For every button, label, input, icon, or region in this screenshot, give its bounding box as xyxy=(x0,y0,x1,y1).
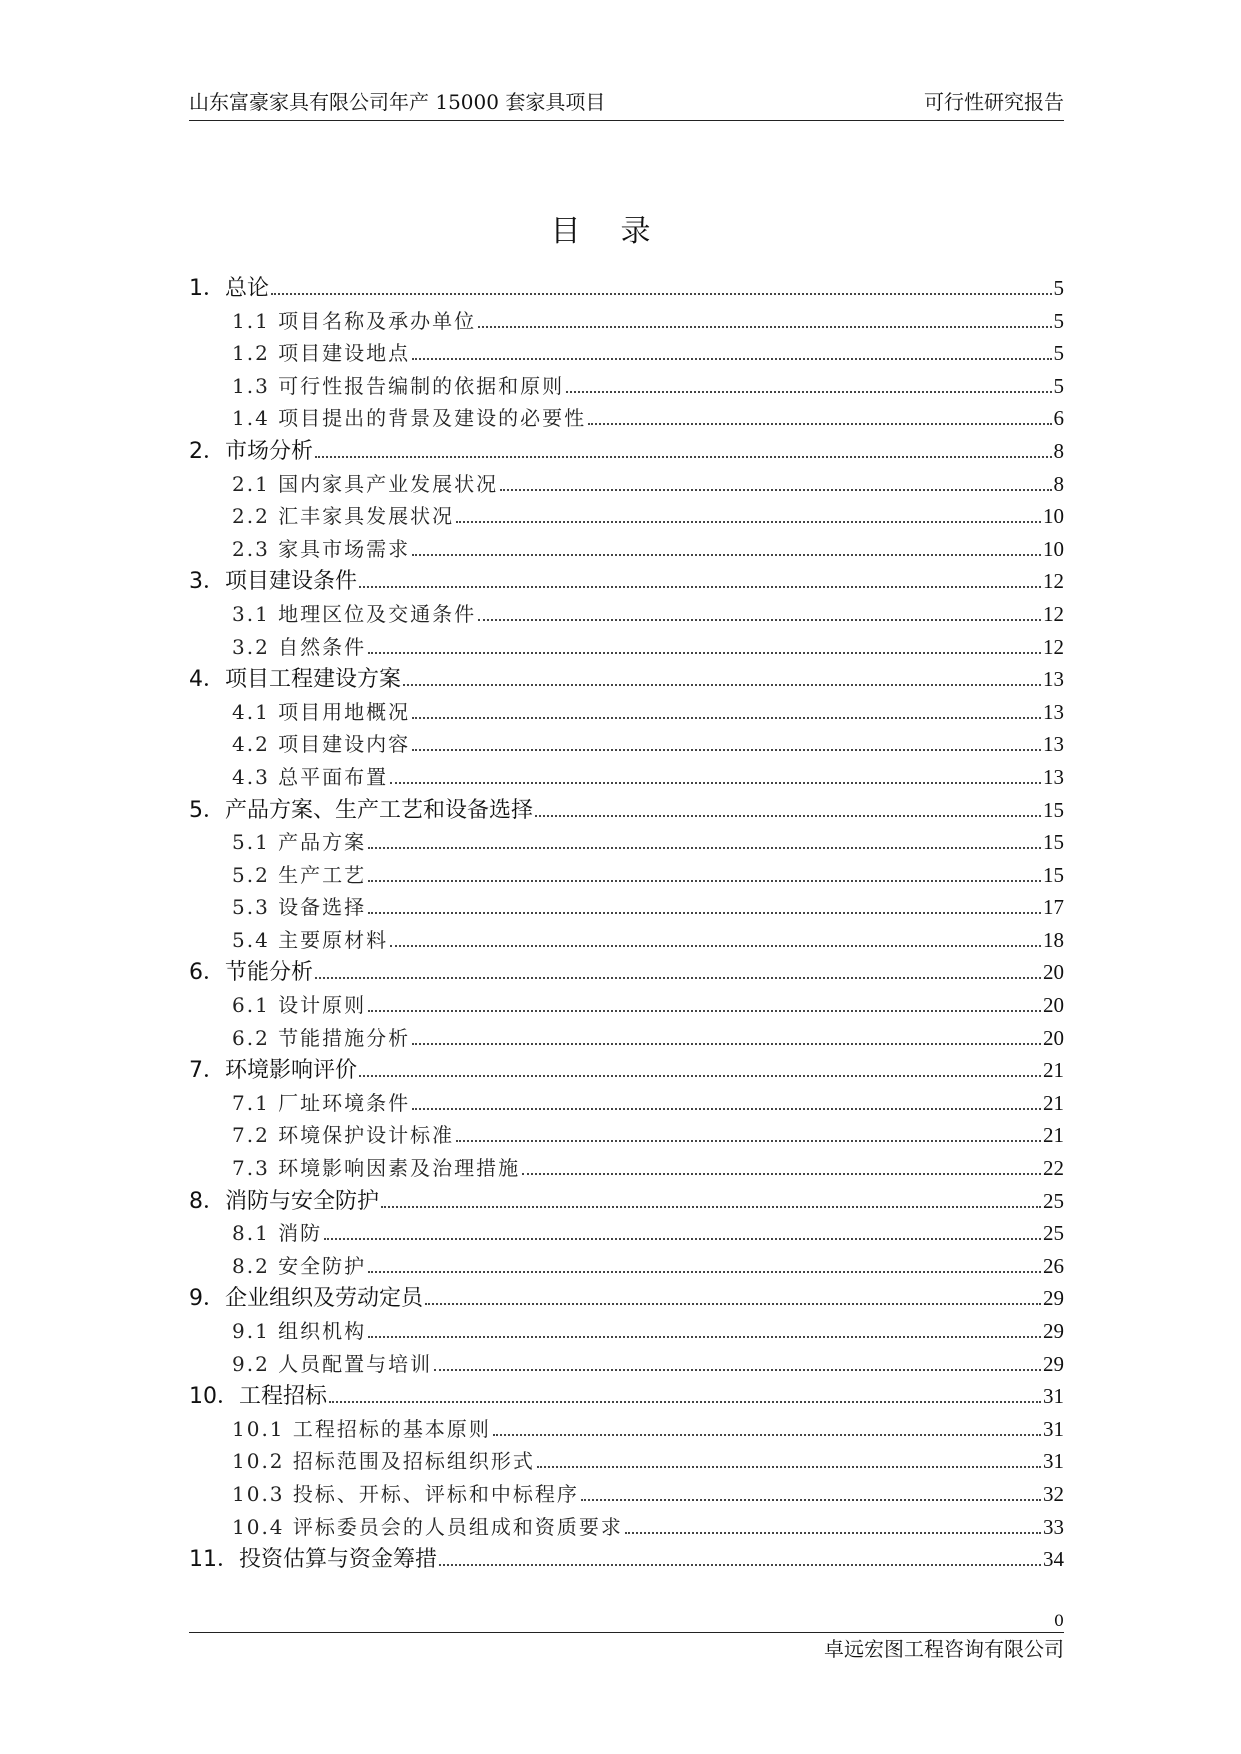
toc-entry-label: 10.2 招标范围及招标组织形式 xyxy=(232,1449,535,1474)
toc-entry-page: 13 xyxy=(1043,667,1064,692)
toc-entry-label: 5.3 设备选择 xyxy=(232,895,367,920)
toc-entry-page: 20 xyxy=(1043,1025,1064,1050)
toc-section-entry[interactable] xyxy=(189,1413,1064,1446)
toc-entry-label: 6.2 节能措施分析 xyxy=(232,1025,411,1050)
toc-entry-label: 4.1 项目用地概况 xyxy=(232,699,411,724)
toc-entry-page: 25 xyxy=(1043,1221,1064,1246)
toc-section-entry[interactable] xyxy=(189,337,1064,370)
toc-leader-dots xyxy=(425,1303,1041,1305)
toc-leader-dots xyxy=(478,326,1051,328)
toc-leader-dots xyxy=(368,880,1041,882)
header-report-type: 可行性研究报告 xyxy=(924,90,1064,114)
toc-entry-label: 1.2 项目建设地点 xyxy=(232,341,411,366)
toc-entry-page: 21 xyxy=(1043,1123,1064,1148)
toc-leader-dots xyxy=(625,1532,1041,1534)
toc-entry-page: 6 xyxy=(1053,406,1064,431)
toc-entry-page: 10 xyxy=(1043,536,1064,561)
toc-entry-label: 3．项目建设条件 xyxy=(189,569,357,595)
toc-leader-dots xyxy=(403,684,1041,686)
toc-entry-page: 29 xyxy=(1043,1319,1064,1343)
toc-section-entry[interactable] xyxy=(189,1348,1064,1381)
toc-section-entry[interactable] xyxy=(189,468,1064,501)
toc-section-entry[interactable] xyxy=(189,631,1064,664)
page-header xyxy=(189,90,1064,121)
toc-entry-label: 11．投资估算与资金筹措 xyxy=(189,1547,437,1573)
page-number: 0 xyxy=(1053,1611,1064,1630)
toc-leader-dots xyxy=(271,293,1052,295)
toc-entry-label: 9.1 组织机构 xyxy=(232,1319,367,1343)
toc-entry-label: 10．工程招标 xyxy=(189,1384,327,1410)
toc-section-entry[interactable] xyxy=(189,1022,1064,1055)
toc-entry-label: 6.1 设计原则 xyxy=(232,993,367,1018)
toc-leader-dots xyxy=(368,1336,1041,1338)
toc-leader-dots xyxy=(581,1499,1041,1501)
toc-leader-dots xyxy=(478,619,1041,621)
toc-leader-dots xyxy=(368,1271,1041,1273)
toc-entry-page: 31 xyxy=(1043,1384,1064,1409)
toc-section-entry[interactable] xyxy=(189,598,1064,631)
toc-entry-page: 8 xyxy=(1053,471,1064,496)
toc-chapter-entry[interactable] xyxy=(189,1054,1064,1087)
toc-entry-label: 3.1 地理区位及交通条件 xyxy=(232,601,477,626)
toc-section-entry[interactable] xyxy=(189,891,1064,924)
toc-entry-page: 18 xyxy=(1043,927,1064,952)
toc-section-entry[interactable] xyxy=(189,1445,1064,1478)
toc-leader-dots xyxy=(456,1140,1041,1142)
toc-section-entry[interactable] xyxy=(189,1315,1064,1348)
toc-entry-page: 22 xyxy=(1043,1156,1064,1181)
toc-entry-label: 1.3 可行性报告编制的依据和原则 xyxy=(232,373,565,398)
toc-entry-label: 2.1 国内家具产业发展状况 xyxy=(232,471,499,496)
toc-entry-page: 31 xyxy=(1043,1449,1064,1474)
toc-leader-dots xyxy=(439,1564,1041,1566)
toc-section-entry[interactable] xyxy=(189,533,1064,566)
toc-section-entry[interactable] xyxy=(189,696,1064,729)
toc-chapter-entry[interactable] xyxy=(189,794,1064,827)
toc-entry-label: 8．消防与安全防护 xyxy=(189,1188,379,1214)
toc-entry-page: 20 xyxy=(1043,960,1064,985)
toc-entry-label: 5.2 生产工艺 xyxy=(232,862,367,887)
toc-entry-label: 8.1 消防 xyxy=(232,1221,323,1246)
toc-leader-dots xyxy=(566,391,1051,393)
toc-leader-dots xyxy=(412,1043,1041,1045)
toc-section-entry[interactable] xyxy=(189,1087,1064,1120)
toc-entry-page: 17 xyxy=(1043,895,1064,920)
toc-section-entry[interactable] xyxy=(189,728,1064,761)
toc-leader-dots xyxy=(535,815,1041,817)
toc-entry-page: 10 xyxy=(1043,504,1064,529)
toc-entry-page: 26 xyxy=(1043,1253,1064,1278)
toc-entry-label: 10.1 工程招标的基本原则 xyxy=(232,1416,491,1441)
header-project-title: 山东富豪家具有限公司年产 15000 套家具项目 xyxy=(189,90,606,114)
toc-entry-page: 12 xyxy=(1043,634,1064,659)
toc-entry-page: 21 xyxy=(1043,1058,1064,1083)
toc-entry-label: 7.3 环境影响因素及治理措施 xyxy=(232,1156,521,1181)
toc-section-entry[interactable] xyxy=(189,305,1064,338)
toc-entry-page: 5 xyxy=(1053,373,1064,398)
toc-entry-label: 5.1 产品方案 xyxy=(232,830,367,855)
toc-section-entry[interactable] xyxy=(189,859,1064,892)
toc-entry-page: 15 xyxy=(1043,862,1064,887)
toc-leader-dots xyxy=(315,977,1041,979)
toc-leader-dots xyxy=(368,1010,1041,1012)
toc-section-entry[interactable] xyxy=(189,370,1064,403)
toc-leader-dots xyxy=(381,1206,1041,1208)
toc-leader-dots xyxy=(412,358,1051,360)
toc-entry-label: 1.4 项目提出的背景及建设的必要性 xyxy=(232,406,587,431)
toc-chapter-entry[interactable] xyxy=(189,565,1064,598)
toc-title: 目录 xyxy=(550,214,691,249)
toc-entry-page: 31 xyxy=(1043,1416,1064,1441)
toc-entry-label: 1．总论 xyxy=(189,276,269,301)
toc-entry-label: 10.4 评标委员会的人员组成和资质要求 xyxy=(232,1514,623,1539)
toc-entry-page: 15 xyxy=(1043,797,1064,822)
toc-chapter-entry[interactable] xyxy=(189,956,1064,989)
toc-leader-dots xyxy=(390,945,1041,947)
toc-leader-dots xyxy=(359,1075,1041,1077)
toc-entry-page: 13 xyxy=(1043,699,1064,724)
toc-section-entry[interactable] xyxy=(189,1478,1064,1511)
toc-entry-page: 29 xyxy=(1043,1351,1064,1376)
toc-entry-label: 7.1 厂址环境条件 xyxy=(232,1090,411,1115)
toc-entry-page: 15 xyxy=(1043,830,1064,855)
toc-chapter-entry[interactable] xyxy=(189,1282,1064,1315)
toc-leader-dots xyxy=(412,717,1041,719)
toc-entry-label: 9．企业组织及劳动定员 xyxy=(189,1286,423,1312)
toc-leader-dots xyxy=(588,423,1051,425)
toc-entry-page: 13 xyxy=(1043,764,1064,789)
toc-chapter-entry[interactable] xyxy=(189,1380,1064,1413)
toc-entry-label: 3.2 自然条件 xyxy=(232,634,367,659)
toc-leader-dots xyxy=(412,1108,1041,1110)
toc-leader-dots xyxy=(412,749,1041,751)
toc-leader-dots xyxy=(390,782,1041,784)
toc-entry-label: 7.2 环境保护设计标准 xyxy=(232,1123,455,1148)
footer-company-name: 卓远宏图工程咨询有限公司 xyxy=(824,1637,1064,1661)
toc-leader-dots xyxy=(368,912,1041,914)
toc-leader-dots xyxy=(329,1401,1041,1403)
toc-entry-label: 4.3 总平面布置 xyxy=(232,764,389,789)
toc-entry-page: 8 xyxy=(1053,438,1064,463)
toc-leader-dots xyxy=(522,1173,1041,1175)
toc-leader-dots xyxy=(359,586,1041,588)
toc-leader-dots xyxy=(493,1434,1041,1436)
toc-chapter-entry[interactable] xyxy=(189,1543,1064,1576)
toc-entry-label: 2.2 汇丰家具发展状况 xyxy=(232,504,455,529)
toc-chapter-entry[interactable] xyxy=(189,272,1064,305)
toc-section-entry[interactable] xyxy=(189,761,1064,794)
toc-leader-dots xyxy=(500,489,1051,491)
toc-entry-label: 7．环境影响评价 xyxy=(189,1058,357,1084)
footer-rule xyxy=(189,1632,1064,1633)
toc-chapter-entry[interactable] xyxy=(189,1185,1064,1218)
toc-section-entry[interactable] xyxy=(189,1152,1064,1185)
toc-section-entry[interactable] xyxy=(189,1250,1064,1283)
toc-section-entry[interactable] xyxy=(189,1217,1064,1250)
toc-entry-label: 5．产品方案、生产工艺和设备选择 xyxy=(189,797,533,823)
toc-leader-dots xyxy=(434,1369,1041,1371)
toc-leader-dots xyxy=(537,1466,1041,1468)
toc-entry-page: 5 xyxy=(1053,276,1064,300)
toc-entry-page: 12 xyxy=(1043,601,1064,626)
toc-entry-label: 9.2 人员配置与培训 xyxy=(232,1351,433,1376)
toc-entry-label: 4．项目工程建设方案 xyxy=(189,667,401,693)
toc-section-entry[interactable] xyxy=(189,989,1064,1022)
toc-entry-label: 6．节能分析 xyxy=(189,960,313,986)
toc-leader-dots xyxy=(315,456,1052,458)
toc-section-entry[interactable] xyxy=(189,1119,1064,1152)
toc-entry-label: 1.1 项目名称及承办单位 xyxy=(232,308,477,333)
toc-chapter-entry[interactable] xyxy=(189,663,1064,696)
toc-entry-page: 34 xyxy=(1043,1547,1064,1572)
toc-entry-page: 5 xyxy=(1053,308,1064,333)
toc-entry-page: 25 xyxy=(1043,1188,1064,1213)
toc-entry-page: 32 xyxy=(1043,1481,1064,1506)
toc-entry-label: 2.3 家具市场需求 xyxy=(232,536,411,561)
toc-entry-label: 10.3 投标、开标、评标和中标程序 xyxy=(232,1481,579,1506)
toc-entry-page: 21 xyxy=(1043,1090,1064,1115)
table-of-contents xyxy=(189,272,1064,1576)
toc-section-entry[interactable] xyxy=(189,924,1064,957)
toc-leader-dots xyxy=(368,847,1041,849)
toc-chapter-entry[interactable] xyxy=(189,435,1064,468)
toc-leader-dots xyxy=(324,1238,1041,1240)
toc-entry-page: 33 xyxy=(1043,1514,1064,1539)
toc-leader-dots xyxy=(412,554,1041,556)
toc-entry-page: 12 xyxy=(1043,569,1064,594)
toc-entry-page: 20 xyxy=(1043,993,1064,1018)
toc-section-entry[interactable] xyxy=(189,1511,1064,1544)
toc-entry-label: 2．市场分析 xyxy=(189,438,313,464)
toc-entry-label: 8.2 安全防护 xyxy=(232,1253,367,1278)
toc-section-entry[interactable] xyxy=(189,402,1064,435)
toc-entry-label: 4.2 项目建设内容 xyxy=(232,732,411,757)
toc-entry-page: 5 xyxy=(1053,341,1064,366)
toc-section-entry[interactable] xyxy=(189,500,1064,533)
toc-section-entry[interactable] xyxy=(189,826,1064,859)
toc-entry-page: 29 xyxy=(1043,1286,1064,1311)
toc-entry-label: 5.4 主要原材料 xyxy=(232,927,389,952)
toc-entry-page: 13 xyxy=(1043,732,1064,757)
toc-leader-dots xyxy=(368,652,1041,654)
toc-leader-dots xyxy=(456,521,1041,523)
